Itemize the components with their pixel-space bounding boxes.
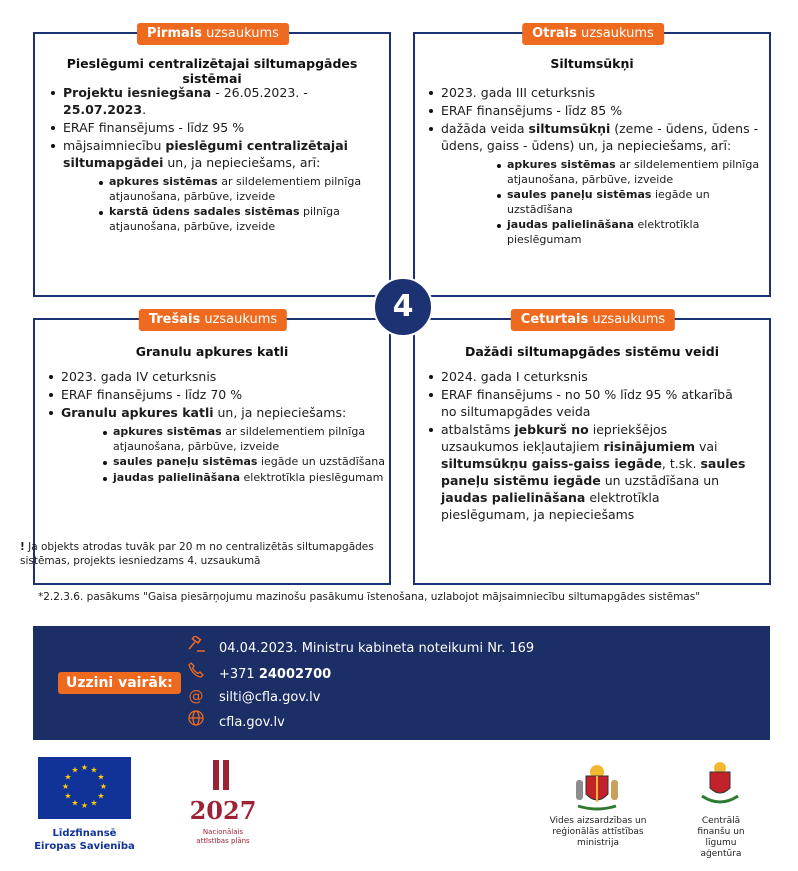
list-item: ERAF finansējums - līdz 70 % xyxy=(47,386,385,403)
eu-cofinance-text: Līdzfinansē Eiropas Savienība xyxy=(34,828,135,852)
call-card-first xyxy=(33,26,391,297)
card-title: Granulu apkures katli xyxy=(135,344,289,359)
tag-rest: uzsaukums xyxy=(201,26,279,41)
rules-row: 04.04.2023. Ministru kabineta noteikumi Nr. 169 xyxy=(185,636,534,656)
globe-icon xyxy=(185,710,207,731)
sub-list xyxy=(495,158,763,247)
learn-more-label: Uzzini vairāk: xyxy=(58,672,181,694)
email-row[interactable]: @ silti@cfla.gov.lv xyxy=(185,686,320,706)
svg-text:★: ★ xyxy=(99,782,108,791)
bullet-list xyxy=(427,368,747,524)
footnote: *2.2.3.6. pasākums "Gaisa piesārņojumu mazinošu pasākumu īstenošana, uzlabojot mājsaimniecību siltumapgādes sistēmas" xyxy=(38,591,701,603)
varam-caption: Vides aizsardzības un reģionālās attīstības ministrija xyxy=(549,816,647,848)
svg-text:★: ★ xyxy=(80,763,89,772)
sub-list-item: saules paneļu sistēmas iegāde un uzstādīšana xyxy=(495,188,763,217)
phone-icon xyxy=(185,662,207,683)
phone-row[interactable]: +371 24002700 xyxy=(185,662,331,682)
list-item: ERAF finansējums - no 50 % līdz 95 % atkarībā no siltumapgādes veida xyxy=(427,386,747,420)
tag-rest: uzsaukums xyxy=(200,312,278,327)
bullet-list xyxy=(47,368,385,486)
list-item: 2023. gada IV ceturksnis xyxy=(47,368,385,385)
list-item: 2023. gada III ceturksnis xyxy=(427,84,763,101)
tag-bold: Trešais xyxy=(148,312,201,327)
nap-caption: Nacionālais attīstības plāns xyxy=(196,828,250,845)
svg-text:★: ★ xyxy=(64,791,72,801)
tag-bold: Ceturtais xyxy=(520,312,589,327)
call-tag-second xyxy=(522,23,664,45)
svg-text:★: ★ xyxy=(90,798,98,808)
call-tag-first xyxy=(137,23,289,45)
svg-text:★: ★ xyxy=(64,772,72,782)
sub-list-item: apkures sistēmas ar sildelementiem pilnīga atjaunošana, pārbūve, izveide xyxy=(495,158,763,187)
sub-list-item: jaudas palielināšana elektrotīkla pieslēgumam xyxy=(101,471,385,486)
proximity-note: ! Ja objekts atrodas tuvāk par 20 m no centralizētās siltumapgādes sistēmas, projekts iesniedzams 4. uzsaukumā xyxy=(20,541,374,567)
call-tag-fourth xyxy=(511,309,675,331)
list-item: 2024. gada I ceturksnis xyxy=(427,368,747,385)
nap-year: 2027 xyxy=(189,796,257,825)
list-item: Projektu iesniegšana - 26.05.2023. - 25.07.2023. xyxy=(49,84,384,118)
call-card-fourth xyxy=(413,312,771,585)
sub-list xyxy=(97,175,384,234)
list-item: ERAF finansējums - līdz 85 % xyxy=(427,102,763,119)
sub-list-item: apkures sistēmas ar sildelementiem pilnīga atjaunošana, pārbūve, izveide xyxy=(101,425,385,454)
card-title: Dažādi siltumapgādes sistēmu veidi xyxy=(464,344,720,359)
call-count-badge: 4 xyxy=(373,277,433,337)
svg-text:★: ★ xyxy=(61,782,70,791)
cfla-crest-logo xyxy=(698,760,742,808)
bullet-list xyxy=(49,84,384,235)
contact-banner xyxy=(33,626,770,740)
sub-list-item: apkures sistēmas ar sildelementiem pilnīga atjaunošana, pārbūve, izveide xyxy=(97,175,384,204)
svg-text:★: ★ xyxy=(97,772,105,782)
card-title: Siltumsūkņi xyxy=(550,56,634,71)
cfla-caption: Centrālā finanšu un līgumu aģentūra xyxy=(697,816,745,859)
svg-text:★: ★ xyxy=(71,765,79,775)
tag-bold: Otrais xyxy=(532,26,577,41)
eu-flag-logo xyxy=(38,757,131,819)
nap-bars xyxy=(213,760,219,790)
gavel-icon xyxy=(185,636,207,657)
bullet-list xyxy=(427,84,763,248)
list-item: atbalstāms jebkurš no iepriekšējos uzsaukumos iekļautajiem risinājumiem vai siltumsūkņu gaiss-gaiss iegāde, t.sk. saules paneļu sistēmu iegāde un uzstādīšana un jaudas palielināšana elektrotīkla pieslēgumam, ja nepieciešams xyxy=(427,421,747,523)
list-item: dažāda veida siltumsūkņi (zeme - ūdens, ūdens - ūdens, gaiss - ūdens) un, ja nepieciešams, arī: apkures sistēmas ar sildelementiem pilnīga atjaunošana, pārbūve, izveide saules paneļu sistēmas iegāde un uzstādīšana jaudas palielināšana elektrotīkla pieslēgumam xyxy=(427,120,763,247)
varam-crest-logo xyxy=(572,762,622,812)
svg-text:★: ★ xyxy=(71,798,79,808)
card-title: Pieslēgumi centralizētajai siltumapgādes sistēmai xyxy=(66,56,358,86)
svg-text:★: ★ xyxy=(97,791,105,801)
sub-list xyxy=(101,425,385,485)
svg-text:★: ★ xyxy=(80,801,89,810)
tag-bold: Pirmais xyxy=(147,26,202,41)
sub-list-item: saules paneļu sistēmas iegāde un uzstādīšana xyxy=(101,455,385,470)
call-tag-third xyxy=(139,309,287,331)
list-item: Granulu apkures katli un, ja nepieciešams: apkures sistēmas ar sildelementiem pilnīga atjaunošana, pārbūve, izveide saules paneļu sistēmas iegāde un uzstādīšana jaudas palielināšana elektrotīkla pieslēgumam xyxy=(47,404,385,485)
sub-list-item: jaudas palielināšana elektrotīkla pieslēgumam xyxy=(495,218,763,247)
at-icon: @ xyxy=(188,687,204,705)
sub-list-item: karstā ūdens sadales sistēmas pilnīga atjaunošana, pārbūve, izveide xyxy=(97,205,384,234)
svg-text:★: ★ xyxy=(90,765,98,775)
list-item: mājsaimniecību pieslēgumi centralizētajai siltumapgādei un, ja nepieciešams, arī: apkures sistēmas ar sildelementiem pilnīga atjaunošana, pārbūve, izveide karstā ūdens sadales sistēmas pilnīga atjaunošana, pārbūve, izveide xyxy=(49,137,384,234)
nap-bars xyxy=(223,760,229,790)
tag-rest: uzsaukums xyxy=(576,26,654,41)
list-item: ERAF finansējums - līdz 95 % xyxy=(49,119,384,136)
call-card-second xyxy=(413,26,771,297)
web-row[interactable]: cfla.gov.lv xyxy=(185,710,285,730)
nap-logo xyxy=(183,760,263,855)
tag-rest: uzsaukums xyxy=(588,312,666,327)
